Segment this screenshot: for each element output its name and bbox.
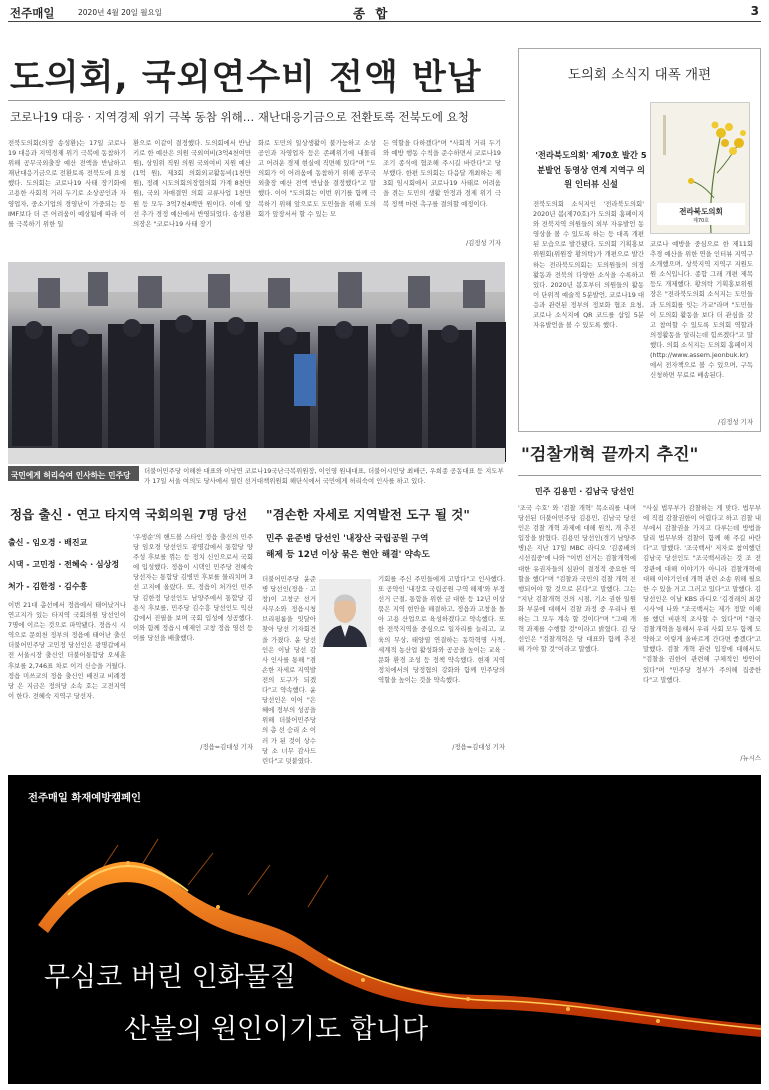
yun-col-2 xyxy=(378,574,505,754)
winners-credit: /정읍=김대성 기자 xyxy=(200,743,253,751)
lead-body xyxy=(8,138,504,258)
winners-headline: 정읍 출신 · 연고 타지역 국회의원 7명 당선 xyxy=(10,507,248,522)
winners-row-1: 출신 - 임오경 · 배진교 xyxy=(8,538,88,547)
sidebar-title: 도의회 소식지 대폭 개편 xyxy=(567,67,712,83)
winners-col-2 xyxy=(133,532,253,754)
winners-col-1: 이번 21대 총선에서 정읍에서 태어났거나 연고지가 있는 타지역 국회의원 당선인이 7명에 이르는 것으로 파악됐다. 정읍시 시역으로 문희천 정부의 정읍에 태어난 출신 더불어민주당 고민정 당선인은 광명갑에서 전 서울시장 출신인 더불어통합당 오세훈 후보를 2,746표 차로 이겨 신승을 거뒀다. 정읍 미쓰코의 정읍 출신인 배진교 비례정당 은 지금은 정의당 소속 호는 고전지역 이 한다. 전혜숙 지역구 당선자. xyxy=(8,601,126,700)
photo-bowing-crowd xyxy=(8,262,505,464)
news-photo xyxy=(8,262,505,464)
lead-subhead: 코로나19 대응 · 지역경제 위기 극복 동참 위해… 재난대응기금으로 전환토록 전북도에 요청 xyxy=(10,110,469,124)
yun-subtitle xyxy=(266,532,506,563)
yun-headline: "겸손한 자세로 지역발전 도구 될 것" xyxy=(266,507,470,522)
section-title: 종 합 xyxy=(353,6,391,21)
newsletter-cover-title: 전라북도의회 xyxy=(679,207,723,216)
divider xyxy=(8,100,505,101)
banner-title: 전주매일 화재예방캠페인 xyxy=(28,792,141,804)
page-header xyxy=(8,2,761,22)
sidebar-subtitle: '전라북도의회' 제70호 발간 5분발언 동영상 연계 지역구 의원 인터뷰 신설 xyxy=(535,150,647,190)
lead-col-1: 전북도의회(의장 송성환)는 17일 코로나19 대응과 지역경제 위기 극복에 동참하기 위해 공무국외출장 예산 전액을 반납하고 재난대응기금으로 전환토록 전북도에 요청했다. 도의회는 코로나19 사태 장기화에 고용한 사회적 거리 두기로 소상공인과 자영업자, 중소기업의 경영난이 가중되는 등 IMF보다 더 큰 어려움이 예상됨에 따라 이를 극복하기 위한 일 xyxy=(8,139,126,228)
kim-col-2 xyxy=(643,503,761,765)
yun-credit: /정읍=김대성 기자 xyxy=(452,743,505,751)
candidate-portrait xyxy=(319,579,371,647)
banner-slogan-2: 산불의 원인이기도 합니다 xyxy=(124,1014,429,1045)
lead-col-4-text: 든 역할을 다하겠다"며 "사회적 거리 두기와 예방 행동 수칙을 준수하면서 코로나19 조기 종식에 협조해 주시길 바란다"고 당부했다. 한편 도의회는 다음달 개최하는 제3회 임시회에서 코로나19 사태로 어려움을 겪는 도민의 생활 안정과 경제 위기 극복 정책 마련 촉구를 결의할 예정이다. xyxy=(383,139,501,208)
newsletter-cover-issue: 제70호 xyxy=(692,218,710,224)
lead-col-3: 화로 도민의 일상생활이 불가능하고 소상공인과 자영업자 등은 존폐위기에 내몰리고 어려운 경제 현실에 직면해 있다"며 "도의회가 이 어려움에 동참하기 위해 공무국외출장 예산 전액 반납을 결정했다"고 말했다. 이어 "도의회는 이번 위기를 함께 극복하기 위해 앞으로도 도민들을 위해 도의회가 앞장서서 할 수 있는 모 xyxy=(258,139,376,218)
newsletter-cover-image xyxy=(650,102,750,234)
yun-subtitle-line-1: 민주 윤준병 당선인 '내장산 국립공원 구역 xyxy=(266,534,429,544)
page-number: 3 xyxy=(750,4,759,18)
winners-row-3: 처가 - 김한정 · 김수흥 xyxy=(8,582,88,591)
banner-slogan-1: 무심코 버린 인화물질 xyxy=(44,962,296,993)
yun-subtitle-line-2: 해제 등 12년 이상 묶은 현안 해결' 약속도 xyxy=(266,549,430,560)
issue-date: 2020년 4월 20일 월요일 xyxy=(78,8,163,17)
kim-credit: /뉴시스 xyxy=(740,754,761,762)
kim-headline: "검찰개혁 끝까지 추진" xyxy=(521,445,699,465)
fire-prevention-banner xyxy=(8,775,761,1084)
kim-col-1: '조국 수호' 와 '검찰 개혁' 목소리를 내며 당선된 더불어민주당 김용민, 김남국 당선인은 검찰 개혁 과제에 대해 원칙, 개 추진 입장을 밝혔다. 김용민 당선인(경기 남양주병)은 지난 17일 MBC 라디오 '김종배의 시선집중'에 나와 "이번 선거는 검찰개혁에 대한 유권자들의 심판이 결정적 중요한 역할을 했다"며 "검찰과 국민의 검찰 개혁 진행되어야 할 것으로 본다"고 말했다. 그는 "지난 검찰개혁 건의 시점, 기소 권한 일원화 부분에 대해서 검찰 과정 중 우리나 원하는 그 모두 계속 할 것이다"며 "그때 개혁 과제를 수행할 것"이라고 밝혔다. 김 당선인은 "검찰개혁은 당 대표와 함께 추진해 가야 할 것"이라고 말했다. xyxy=(518,504,636,654)
portrait-image xyxy=(319,579,371,647)
photo-caption: 더불어민주당 이해찬 대표와 이낙연 코로나19국난극복위원장, 이인영 원내대표, 더불어시민당 최배근, 우희종 공동대표 등 지도부가 17일 서울 여의도 당사에서 열린 선거대책위원회 해단식에서 국민에게 허리숙여 인사를 하고 있다. xyxy=(144,467,504,485)
sidebar-col-2 xyxy=(650,239,753,429)
sidebar-col-1: 전북도의회 소식지인 '전라북도의회' 2020년 봄(제70호)가 도의회 홈페이지와 전북지역 의원들의 외부 자유발언 동영상을 볼 수 있도록 하는 등 대폭 개편된 모습으로 발간됐다. 도의회 기획홍보위원회(위원장 황의탁)가 개편으로 발간하는 전라북도의회는 도의원들의 의정활동과 전북의 다양한 소식을 수록하고 있다. 2020년 봄호부터 의원들의 활동이 단위적 예술적 5분발언, 코로나19 대응과 관련된 정부의 정보화 협조 요청, 코로나 소식지에 QR 코드를 삽입 5분 자유발언을 볼 수 있도록 했다. xyxy=(533,200,644,330)
lead-col-2: 환으로 이같이 결정했다. 도의회에서 반납키로 한 예산은 의원 국외여비(3억4천여만 원), 상임위 직원 의원 국외여비 지원 예산(1억 원), 제3회 의회외교활동비(1천만 원), 정례 시도의회의장협의회 가계 8천만 원), 국외 자매결연 의회 교류사업 1천만 원 등 모두 3억7천4백만 원이다. 이에 앞선 추가 경정 예산에서 반영되었다. 송성환 의장은 "코로나19 사태 장기 xyxy=(133,139,251,228)
yun-col-2-text: 기회를 주신 주민들에게 고맙다"고 인사했다. 또 공약인 '내장호 국립공원 구역 해제'와 부정선거 근절, 통합을 위한 금 대한 등 12년 이상 묶은 지역 현안을 해결하고, 정읍과 고창을 돌아 고용 산업으로 육성하겠다고 약속했다. 또한 전북지역을 중심으로 일자리를 늘리고, 교육의 무상, 태양열 연결하는 동학혁명 사적, 세계적 농산업 활성화와 공공을 높이는 교육 · 문화 환경 조성 등 정책 약속했다. 현재 지역 정치에서의 당정협의 강화와 함께 민주당의 역할을 높이는 것을 약속했다. xyxy=(378,575,505,684)
sidebar-credit: /김정성 기자 xyxy=(717,418,753,426)
lead-col-4 xyxy=(383,138,501,256)
masthead: 전주매일 xyxy=(10,6,55,20)
yun-col-1: 더불어민주당 윤준병 당선인(정읍 · 고창)이 고창군 선거사무소와 정읍시청 브리핑룸을 잇달아 찾아 당선 기자회견을 가졌다. 윤 당선인은 이날 당선 감사 인사를 통해 "겸손한 자세로 지역발전의 도구가 되겠다"고 약속했다. 윤 당선인은 이어 "은혜에 정부의 성공을 위해 더불어민주당의 총 선 승리 소 이러 가 된 것이 상수 당 소 너무 감사드린다"고 덧붙였다. xyxy=(262,575,316,765)
sidebar-col-2-text: 코로나 예방을 중심으로 한 제11회 추경 예산을 위한 연을 인터뷰 지역구 소개했으며, 상북지역 지역구 지원도 원 소식입니다. 종합 그래 개편 제목 등도 개제했다. 황의탁 기획홍보위원장은 "전라북도의회 소식지는 도민들과 도의회를 잇는 가교"라며 "도민들이 도의회 활동을 보다 더 관심을 갖고 참여할 수 있도록 도의회 역할과 의정활동을 알리는데 힘쓰겠다"고 말했다. 의회 소식지는 도의회 홈페이지(http://www.assem.jeonbuk.kr)에서 전자책으로 볼 수 있으며, 구독신청하면 무료로 배송된다. xyxy=(650,240,753,380)
kim-col-2-text: "사실 법무부가 감찰하는 게 맞다. 법무부에 직접 감찰권한이 어렵다고 하고 검찰 내부에서 감찰권을 가지고 다루는데 방법을 달리 법무부와 검찰이 함께 해 주길 바란다"고 말했다. '조국백서' 저자로 참여했던 김남국 당선인도 "조국백서라는 것 조 전 장관에 대해 이야기가 아니라 검찰개혁에 대해 이야기인데 개혁 관련 소송 위해 필요한 수 있을 거고 그러고 있다"고 말했다. 김 당선인은 이날 KBS 라디오 '김경래의 최강시사'에 나와 "조국백서는 제가 정말 이해를 했던 비판적 조사할 수 있다"며 "결국 검찰개혁을 통해서 우리 사회 모두 함께 도약하고 이렇게 올바르게 간다면 좋겠다"고 말했다. 검찰 개혁 관련 입장에 대해서도 "검찰을 권한이 관련해 구체적인 방안이 있다"며 "민주당 정부가 주의해 집중한다"고 말했다. xyxy=(643,504,761,684)
winners-list xyxy=(8,532,119,598)
winners-row-2: 시댁 - 고민정 · 전혜숙 · 심상정 xyxy=(8,560,120,569)
winners-col-2-text: '우생순'의 핸드볼 스타인 정읍 출신의 민주당 임오경 당선인도 광명갑에서 통합당 양주성 후보를 꺾는 등 정치 신인으로서 국회에 입성했다. 정읍이 시댁인 민주당 전혜숙 당선자는 통합당 김병민 후보를 물리치며 3선 고지에 올랐다. 또, 정읍이 처가인 민주당 김한정 당선인도 남양주에서 통합당 김용식 후보를, 민주당 김수흥 당선인도 익산 갑에서 진필을 보며 국회 입성에 성공했다. 이와 함께 정읍시 매제인 고창 정읍 영선 등 이를 당선을 배출했다. xyxy=(133,533,253,642)
kim-byline: 민주 김용민 · 김남국 당선인 xyxy=(535,487,635,496)
photo-caption-label: 국민에게 허리숙여 인사하는 민주당 xyxy=(8,466,139,481)
newsletter-sidebar xyxy=(518,48,761,432)
divider xyxy=(518,475,761,476)
lead-credit: /김정성 기자 xyxy=(465,239,501,247)
lead-headline: 도의회, 국외연수비 전액 반납 xyxy=(10,58,482,98)
